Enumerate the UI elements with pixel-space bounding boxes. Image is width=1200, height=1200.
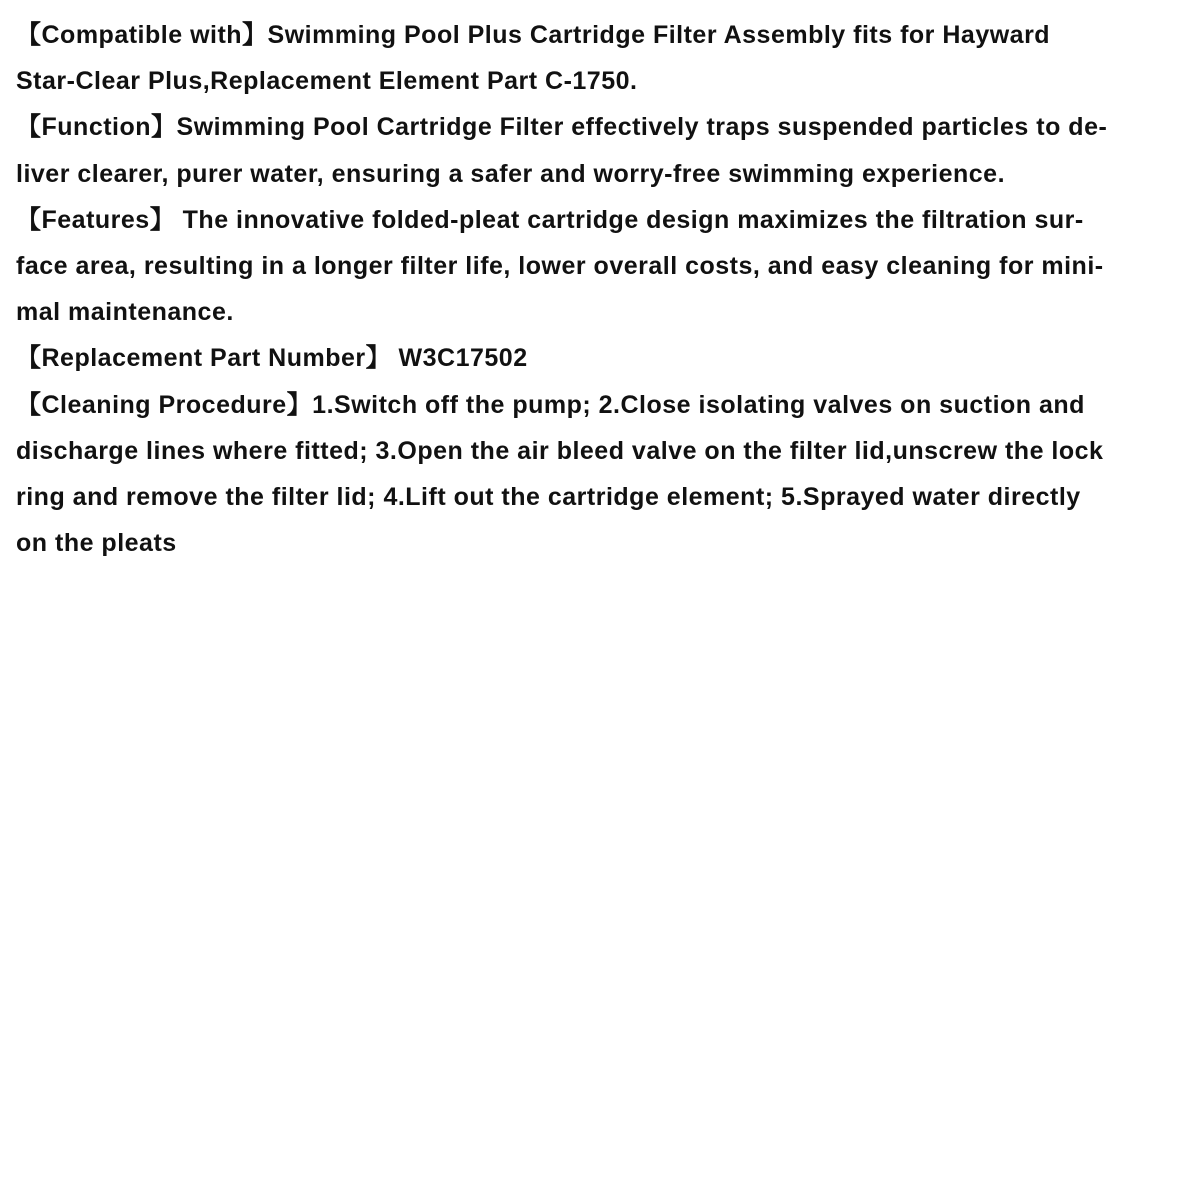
- text-line: liver clearer, purer water, ensuring a safer and worry-free swimming experience.: [16, 159, 1006, 188]
- product-description: [16, 12, 1176, 566]
- text-line: 【Replacement Part Number】 W3C17502: [16, 344, 528, 373]
- text-line: ring and remove the filter lid; 4.Lift out the cartridge element; 5.Sprayed water directly: [16, 483, 1081, 512]
- text-line: mal maintenance.: [16, 298, 234, 327]
- text-line: Star-Clear Plus,Replacement Element Part C-1750.: [16, 67, 638, 96]
- text-line: 【Compatible with】Swimming Pool Plus Cartridge Filter Assembly fits for Hayward: [16, 21, 1051, 49]
- text-line: 【Features】 The innovative folded-pleat cartridge design maximizes the filtration sur-: [16, 205, 1084, 234]
- text-line: 【Function】Swimming Pool Cartridge Filter effectively traps suspended particles to de-: [16, 113, 1108, 142]
- text-line: face area, resulting in a longer filter life, lower overall costs, and easy cleaning for mini-: [16, 252, 1104, 281]
- text-line: 【Cleaning Procedure】1.Switch off the pump; 2.Close isolating valves on suction and: [16, 390, 1085, 419]
- function-paragraph: [16, 104, 1176, 196]
- text-line: on the pleats: [16, 529, 177, 558]
- replacement-part-number-paragraph: [16, 335, 1176, 381]
- text-line: discharge lines where fitted; 3.Open the air bleed valve on the filter lid,unscrew the lock: [16, 436, 1104, 465]
- compatible-with-paragraph: [16, 12, 1176, 104]
- cleaning-procedure-paragraph: [16, 382, 1176, 567]
- features-paragraph: [16, 197, 1176, 336]
